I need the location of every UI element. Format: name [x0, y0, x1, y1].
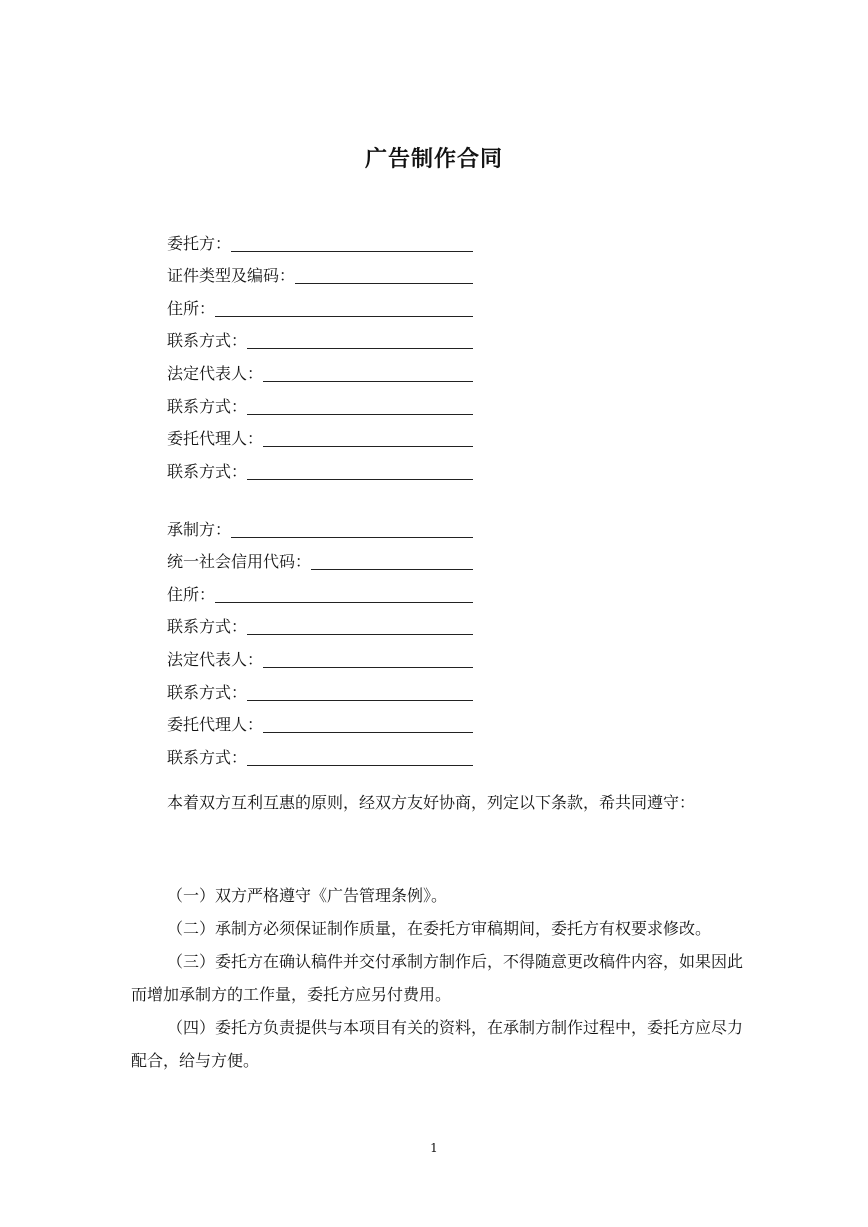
- blank-line[interactable]: [263, 648, 473, 668]
- field-label: 委托方：: [167, 233, 232, 253]
- contractor-credit-code-field: [167, 540, 473, 573]
- party-b-fields: [167, 507, 473, 768]
- contractor-contact-field: [167, 605, 473, 638]
- blank-line[interactable]: [215, 297, 473, 317]
- field-label: 联系方式：: [167, 461, 248, 481]
- blank-line[interactable]: [247, 615, 473, 635]
- field-label: 承制方：: [167, 519, 232, 539]
- client-address-field: [167, 286, 473, 319]
- field-label: 联系方式：: [167, 331, 248, 351]
- field-label: 统一社会信用代码：: [167, 552, 312, 572]
- client-legal-rep-contact-field: [167, 384, 473, 417]
- page-number: 1: [430, 1141, 438, 1155]
- contractor-address-field: [167, 572, 473, 605]
- contractor-agent-field: [167, 703, 473, 736]
- field-label: 联系方式：: [167, 682, 248, 702]
- blank-line[interactable]: [247, 681, 473, 701]
- clause-1: （一）双方严格遵守《广告管理条例》。: [167, 886, 448, 905]
- field-label: 委托代理人：: [167, 715, 264, 735]
- contractor-name-field: [167, 507, 473, 540]
- blank-line[interactable]: [247, 395, 473, 415]
- field-label: 委托代理人：: [167, 429, 264, 449]
- intro-paragraph: 本着双方互利互惠的原则，经双方友好协商，列定以下条款，希共同遵守：: [167, 793, 696, 812]
- document-title: 广告制作合同: [364, 146, 503, 172]
- blank-line[interactable]: [247, 746, 473, 766]
- field-label: 住所：: [167, 298, 216, 318]
- client-agent-field: [167, 417, 473, 450]
- blank-line[interactable]: [263, 362, 473, 382]
- contractor-legal-rep-contact-field: [167, 670, 473, 703]
- field-label: 联系方式：: [167, 396, 248, 416]
- field-label: 住所：: [167, 584, 216, 604]
- clause-2: （二）承制方必须保证制作质量，在委托方审稿期间，委托方有权要求修改。: [167, 919, 712, 938]
- client-legal-rep-field: [167, 351, 473, 384]
- field-label: 证件类型及编码：: [167, 266, 296, 286]
- field-label: 法定代表人：: [167, 649, 264, 669]
- blank-line[interactable]: [231, 232, 473, 252]
- client-contact-field: [167, 319, 473, 352]
- party-a-fields: [167, 221, 473, 482]
- client-agent-contact-field: [167, 449, 473, 482]
- clause-4: （四）委托方负责提供与本项目有关的资料，在承制方制作过程中，委托方应尽力配合，给与方便。: [131, 1018, 744, 1070]
- blank-line[interactable]: [215, 583, 473, 603]
- blank-line[interactable]: [263, 427, 473, 447]
- contractor-legal-rep-field: [167, 637, 473, 670]
- blank-line[interactable]: [295, 264, 473, 284]
- client-id-field: [167, 254, 473, 287]
- clause-3: （三）委托方在确认稿件并交付承制方制作后，不得随意更改稿件内容，如果因此而增加承制方的工作量，委托方应另付费用。: [131, 952, 744, 1004]
- field-label: 联系方式：: [167, 747, 248, 767]
- client-name-field: [167, 221, 473, 254]
- field-label: 联系方式：: [167, 617, 248, 637]
- blank-line[interactable]: [247, 329, 473, 349]
- blank-line[interactable]: [263, 713, 473, 733]
- clause-list: [131, 879, 745, 1077]
- blank-line[interactable]: [247, 460, 473, 480]
- blank-line[interactable]: [311, 550, 473, 570]
- blank-line[interactable]: [231, 518, 473, 538]
- field-label: 法定代表人：: [167, 363, 264, 383]
- contractor-agent-contact-field: [167, 735, 473, 768]
